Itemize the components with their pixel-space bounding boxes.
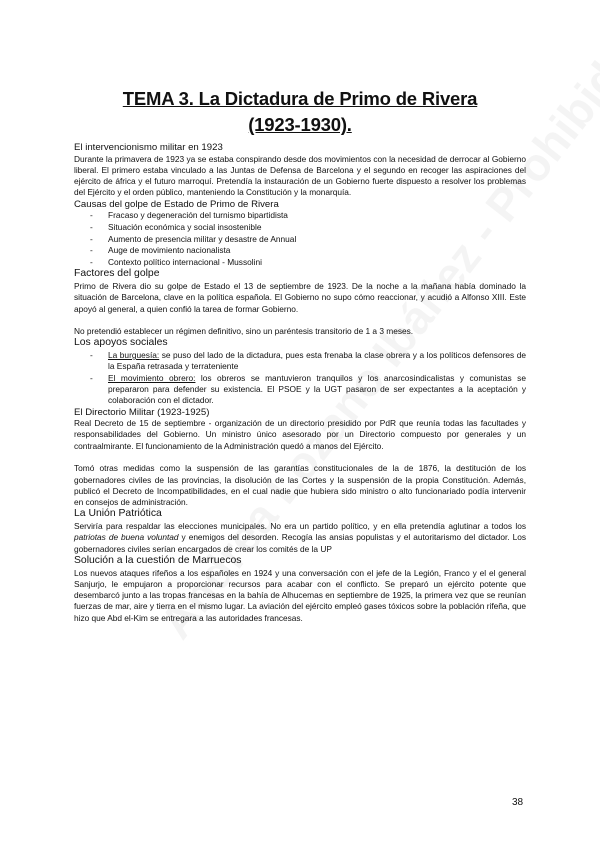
paragraph: Los nuevos ataques rifeños a los españoles en 1924 y una conversación con el jefe de la Legión, Franco y el el general Sanjurjo, le empujaron a proporcionar recursos para acabar con el conflicto. Se preparó un ejército potente que desembarcó junto a las tropas francesas en la bahía de Alhucemas en septiembre de 1925, la primera vez que se reunían fuerzas de mar, aire y tierra en el mismo lugar. La aviación del ejército empleó gases tóxicos sobre la población rifeña, que hizo que Abd el-Kim se entregara a las autoridades francesas. bbox=[74, 567, 526, 623]
section-heading: Factores del golpe bbox=[74, 268, 160, 280]
item-text: los obreros se mantuvieron tranquilos y los anarcosindicalistas y comunistas se prepararon para defender su existencia. El PSOE y la UGT pasaron de ser expectantes a la aceptación y colaboración con el dictador. bbox=[108, 372, 526, 406]
paragraph: Tomó otras medidas como la suspensión de las garantías constitucionales de la de 1876, la destitución de los gobernadores civiles de las provincias, la disolución de las Cortes y la suspensión de la propia Constitución. Además, publicó el Decreto de Incompatibilidades, en el cual nadie que hubiera sido ministro o alto funcionariado podía intervenir en consejos de administración. bbox=[74, 463, 526, 508]
section-heading: El Directorio Militar (1923-1925) bbox=[74, 406, 210, 418]
item-label: El movimiento obrero: bbox=[108, 372, 196, 383]
page-number: 38 bbox=[512, 797, 524, 808]
section-heading: La Unión Patriótica bbox=[74, 508, 162, 520]
list-item: - Aumento de presencia militar y desastre de Annual bbox=[74, 234, 526, 246]
text-run: Serviría para respaldar las elecciones municipales. No era un partido político, y en ella pretendía aglutinar a todos los bbox=[74, 521, 526, 532]
item-text: se puso del lado de la dictadura, pues esta frenaba la clase obrera y a los políticos defensores de la España retrasada y terrateniente bbox=[108, 350, 526, 372]
text-run: y enemigos del desorden. Recogía las ansias populistas y el autoritarismo del dictador. Los gobernadores civiles serían encargados de crear los comités de la UP bbox=[74, 532, 526, 554]
document-title bbox=[74, 86, 526, 138]
title-line-2: (1923-1930). bbox=[248, 114, 352, 135]
paragraph: Primo de Rivera dio su golpe de Estado el 13 de septiembre de 1923. De la noche a la mañana había dominado la situación de Barcelona, clave en la política española. El Gobierno no supo cómo reaccionar, y acudió a Alfonso XIII. Este apoyó al general, a quien confió la tarea de formar Gobierno. bbox=[74, 280, 526, 314]
item-label: La burguesía: bbox=[108, 350, 160, 361]
section-marruecos bbox=[74, 555, 526, 624]
paragraph: Durante la primavera de 1923 ya se estaba conspirando desde dos movimientos con la necesidad de derrocar al Gobierno liberal. El primero estaba vinculado a las Juntas de Defensa de Barcelona y el segundo en recoger las aspiraciones del ejército de áfrica y el futuro marroquí. Pretendía la instauración de un Gobierno fuerte dispuesto a resolver los problemas del Ejército y el orden público, manteniendo la Constitución y la monarquía. bbox=[74, 153, 526, 198]
paragraph: Real Decreto de 15 de septiembre - organización de un directorio presidido por PdR que reunía todas las facultades y responsabilidades del Gobierno. Un ministro único asesorado por un Directorio compuesto por generales y un contraalmirante. El funcionamiento de la Administración quedó a manos del Ejército. bbox=[74, 418, 526, 451]
supports-list bbox=[74, 350, 526, 406]
section-factores bbox=[74, 268, 526, 337]
document-page bbox=[74, 86, 526, 624]
section-heading: El intervencionismo militar en 1923 bbox=[74, 142, 223, 153]
list-item: - Auge de movimiento nacionalista bbox=[74, 245, 526, 257]
section-heading: Solución a la cuestión de Marruecos bbox=[74, 554, 242, 566]
list-item bbox=[74, 373, 526, 407]
paragraph: No pretendió establecer un régimen definitivo, sino un paréntesis transitorio de 1 a 3 meses. bbox=[74, 326, 414, 337]
section-causas bbox=[74, 199, 526, 269]
section-apoyos bbox=[74, 337, 526, 406]
list-item: - Fracaso y degeneración del turnismo bipartidista bbox=[74, 210, 526, 222]
causes-list bbox=[74, 210, 526, 268]
list-item: - Situación económica y social insostenible bbox=[74, 222, 526, 234]
list-item bbox=[74, 350, 526, 373]
section-heading: Los apoyos sociales bbox=[74, 337, 168, 349]
section-union-patriotica bbox=[74, 508, 526, 554]
section-directorio bbox=[74, 407, 526, 509]
section-heading: Causas del golpe de Estado de Primo de Rivera bbox=[74, 198, 279, 210]
section-intervencionismo bbox=[74, 142, 526, 199]
title-line-1: TEMA 3. La Dictadura de Primo de Rivera bbox=[122, 88, 478, 109]
list-item: - Contexto político internacional - Mussolini bbox=[74, 257, 526, 269]
paragraph bbox=[74, 521, 526, 555]
italic-text: patriotas de buena voluntad bbox=[74, 532, 179, 543]
